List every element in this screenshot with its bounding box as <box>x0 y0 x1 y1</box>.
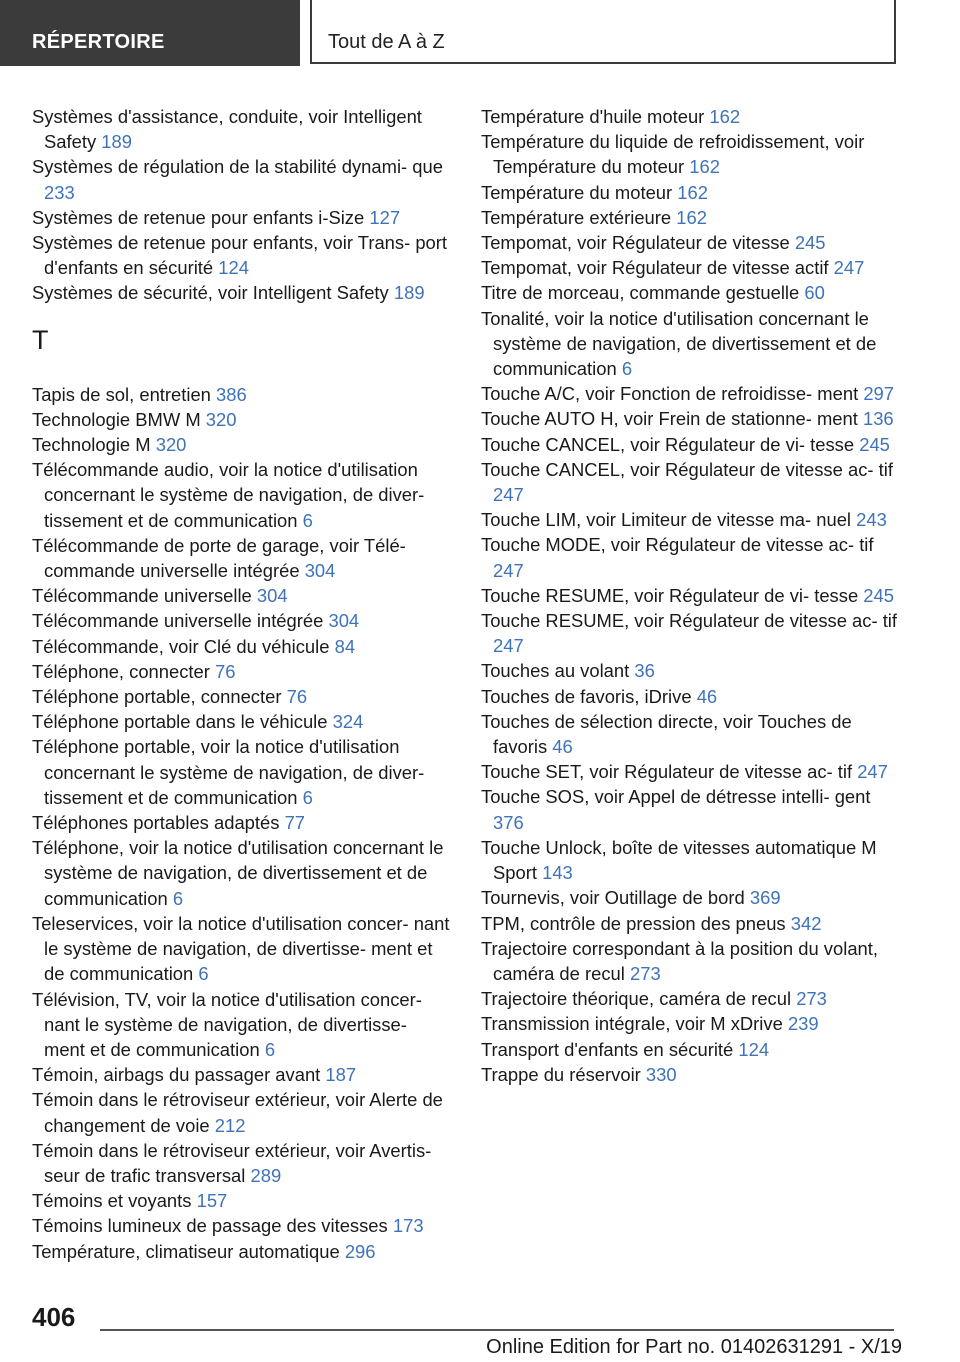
chapter-title: Tout de A à Z <box>310 0 896 64</box>
entry-text: Transport d'enfants en sécurité <box>481 1038 734 1060</box>
entry-text: Trajectoire correspondant à la position du volant, caméra de recul <box>481 937 878 984</box>
page-header <box>0 0 960 66</box>
page-link[interactable]: 212 <box>214 1114 246 1136</box>
page-link[interactable]: 273 <box>796 988 827 1010</box>
index-entry <box>481 835 901 885</box>
index-entry <box>32 382 452 407</box>
index-entry <box>32 810 452 835</box>
index-entry <box>481 583 901 608</box>
page-link[interactable]: 376 <box>493 811 524 833</box>
entry-text: Témoins lumineux de passage des vitesses <box>32 1215 388 1237</box>
page-link[interactable]: 304 <box>304 560 336 582</box>
page-link[interactable]: 77 <box>284 812 306 834</box>
page-link[interactable]: 297 <box>863 383 894 405</box>
section-letter: T <box>32 324 49 355</box>
index-entry <box>32 583 452 608</box>
entry-text: Température du liquide de refroidissement, voir Température du moteur <box>481 131 865 178</box>
index-entry <box>481 406 901 431</box>
page-link[interactable]: 162 <box>677 181 708 203</box>
page-link[interactable]: 187 <box>325 1064 357 1086</box>
index-entry <box>481 911 901 936</box>
page-link[interactable]: 162 <box>676 206 707 228</box>
page-link[interactable]: 76 <box>215 660 236 682</box>
page-link[interactable]: 320 <box>205 408 237 430</box>
page-link[interactable]: 6 <box>302 509 313 531</box>
entry-text: Témoins et voyants <box>32 1190 192 1212</box>
entry-text: Touche CANCEL, voir Régulateur de vitesse ac- tif <box>481 458 893 480</box>
entry-text: Télévision, TV, voir la notice d'utilisation concer- nant le système de navigation, de divertisse- ment et de communication <box>32 988 422 1060</box>
page-link[interactable]: 46 <box>696 685 718 707</box>
index-entry <box>481 507 901 532</box>
entry-text: Témoin dans le rétroviseur extérieur, voir Avertis- seur de trafic transversal <box>32 1139 432 1186</box>
page-link[interactable]: 6 <box>172 887 184 909</box>
entry-text: Touches au volant <box>481 660 630 682</box>
index-entry <box>32 987 452 1063</box>
index-entry <box>481 1037 901 1062</box>
index-entry <box>481 306 901 382</box>
page-link[interactable]: 60 <box>804 282 825 304</box>
page-link[interactable]: 247 <box>833 257 865 279</box>
page-number: 406 <box>32 1302 76 1332</box>
index-entry <box>481 104 901 129</box>
index-entry <box>481 759 901 784</box>
page-link[interactable]: 320 <box>155 434 187 456</box>
entry-text: Systèmes de sécurité, voir Intelligent Safety <box>32 282 389 304</box>
index-entry <box>481 658 901 683</box>
page-link[interactable]: 243 <box>856 509 887 531</box>
page-link[interactable]: 189 <box>101 131 132 153</box>
index-entry <box>481 432 901 457</box>
entry-text: Titre de morceau, commande gestuelle <box>481 282 800 304</box>
entry-text: Tapis de sol, entretien <box>32 383 211 405</box>
entry-text: Tempomat, voir Régulateur de vitesse actif <box>481 257 829 279</box>
index-entry <box>32 154 452 204</box>
page-link[interactable]: 386 <box>216 383 247 405</box>
page-link[interactable]: 84 <box>334 635 356 657</box>
entry-text: Touche MODE, voir Régulateur de vitesse ac- tif <box>481 534 874 556</box>
index-entry <box>481 230 901 255</box>
section-tab: RÉPERTOIRE <box>0 0 300 66</box>
index-entry <box>32 280 452 305</box>
page-link[interactable]: 304 <box>256 585 288 607</box>
index-entry <box>481 255 901 280</box>
page-link[interactable]: 245 <box>859 433 890 455</box>
index-entry <box>481 936 901 986</box>
entry-text: Tournevis, voir Outillage de bord <box>481 887 745 909</box>
index-entry <box>32 1239 452 1264</box>
page-link[interactable]: 136 <box>862 408 894 430</box>
page-link[interactable]: 157 <box>196 1190 228 1212</box>
entry-text: Température du moteur <box>481 181 673 203</box>
entry-text: Touche SOS, voir Appel de détresse intelli- gent <box>481 786 871 808</box>
entry-text: Témoin, airbags du passager avant <box>32 1064 321 1086</box>
entries-t <box>32 382 452 1264</box>
page-link[interactable]: 6 <box>621 358 633 380</box>
index-entry <box>32 1062 452 1087</box>
page-link[interactable]: 342 <box>790 912 822 934</box>
page-link[interactable]: 36 <box>634 660 655 682</box>
entry-text: Touche LIM, voir Limiteur de vitesse ma- nuel <box>481 509 852 531</box>
entry-text: Température extérieure <box>481 206 672 228</box>
page-link[interactable]: 330 <box>645 1063 677 1085</box>
index-entry <box>32 407 452 432</box>
index-entry <box>32 709 452 734</box>
index-entry <box>481 129 901 179</box>
page-link[interactable]: 324 <box>332 711 364 733</box>
entry-text: Téléphone portable, connecter <box>32 686 282 708</box>
index-entry <box>481 532 901 582</box>
index-entry <box>32 230 452 280</box>
index-entry <box>32 1087 452 1137</box>
index-entry <box>32 432 452 457</box>
entry-text: Technologie BMW M <box>32 408 201 430</box>
index-entry <box>481 280 901 305</box>
index-entry <box>32 1138 452 1188</box>
page-link[interactable]: 6 <box>264 1038 276 1060</box>
page-link[interactable]: 162 <box>709 106 741 127</box>
index-entry <box>481 885 901 910</box>
entry-text: Téléphones portables adaptés <box>32 812 280 834</box>
page-link[interactable]: 6 <box>302 786 313 808</box>
entry-text: Télécommande audio, voir la notice d'utilisation concernant le système de navigation, de diver- tissement et de communication <box>32 459 425 531</box>
page-link[interactable]: 143 <box>542 862 573 884</box>
entry-text: Tonalité, voir la notice d'utilisation concernant le système de navigation, de divertissement et de communication <box>481 307 877 380</box>
entries-t-continued <box>481 104 901 1087</box>
index-entry <box>32 634 452 659</box>
index-entry <box>481 684 901 709</box>
entry-text: Teleservices, voir la notice d'utilisation concer- nant le système de navigation, de divertisse- ment et de communication <box>32 912 450 985</box>
entry-text: Témoin dans le rétroviseur extérieur, voir Alerte de changement de voie <box>32 1089 443 1136</box>
entry-text: Télécommande universelle <box>32 585 252 607</box>
index-entry <box>481 457 901 507</box>
entry-text: Télécommande, voir Clé du véhicule <box>32 635 330 657</box>
page-link[interactable]: 247 <box>493 559 524 581</box>
index-entry <box>481 180 901 205</box>
entry-text: Touches de sélection directe, voir Touches de favoris <box>481 710 852 758</box>
entry-text: Téléphone, connecter <box>32 660 210 682</box>
entry-text: Télécommande universelle intégrée <box>32 610 324 632</box>
index-entry <box>481 986 901 1011</box>
index-entry <box>481 784 901 834</box>
index-entry <box>481 381 901 406</box>
page-link[interactable]: 245 <box>794 232 826 254</box>
page-link[interactable]: 6 <box>198 963 209 985</box>
index-entry <box>481 709 901 759</box>
page-link[interactable]: 247 <box>493 635 524 657</box>
index-entry <box>32 684 452 709</box>
entry-text: Touches de favoris, iDrive <box>481 685 692 707</box>
entry-text: Téléphone portable, voir la notice d'utilisation concernant le système de navigation, de diver- tissement et de communication <box>32 736 425 808</box>
index-entry <box>481 1011 901 1036</box>
entry-text: Systèmes de régulation de la stabilité dynami- que <box>32 156 443 178</box>
entry-text: Touche RESUME, voir Régulateur de vi- tesse <box>481 584 859 606</box>
entry-text: Touche Unlock, boîte de vitesses automatique M Sport <box>481 836 877 884</box>
page-link[interactable]: 273 <box>630 962 661 984</box>
index-entry <box>481 205 901 230</box>
entry-text: Téléphone portable dans le véhicule <box>32 711 328 733</box>
index-entry <box>32 911 452 987</box>
index-entry <box>32 1213 452 1238</box>
entry-text: Touche SET, voir Régulateur de vitesse ac- tif <box>481 761 853 783</box>
entry-text: Température d'huile moteur <box>481 106 705 127</box>
entry-text: Systèmes de retenue pour enfants i-Size <box>32 206 365 228</box>
page-link[interactable]: 173 <box>392 1215 424 1237</box>
entries-s <box>32 104 452 306</box>
page-link[interactable]: 76 <box>286 686 308 708</box>
entry-text: Technologie M <box>32 434 151 456</box>
page-link[interactable]: 296 <box>344 1240 376 1262</box>
entry-text: Tempomat, voir Régulateur de vitesse <box>481 232 790 254</box>
page-link[interactable]: 127 <box>369 206 401 228</box>
page-link[interactable]: 289 <box>250 1164 282 1186</box>
page-link[interactable]: 239 <box>787 1013 819 1035</box>
index-entry <box>32 205 452 230</box>
entry-text: TPM, contrôle de pression des pneus <box>481 912 786 934</box>
index-column-left <box>32 104 452 1264</box>
entry-text: Température, climatiseur automatique <box>32 1240 340 1262</box>
page-link[interactable]: 46 <box>552 736 573 758</box>
entry-text: Systèmes d'assistance, conduite, voir Intelligent Safety <box>32 106 422 153</box>
page-link[interactable]: 247 <box>857 761 888 783</box>
entry-text: Systèmes de retenue pour enfants, voir Trans- port d'enfants en sécurité <box>32 232 448 279</box>
page-link[interactable]: 247 <box>493 484 524 506</box>
entry-text: Touche A/C, voir Fonction de refroidisse- ment <box>481 383 859 405</box>
index-entry <box>32 104 452 154</box>
index-entry <box>481 608 901 658</box>
page-link[interactable]: 304 <box>328 610 360 632</box>
footer-divider <box>100 1329 894 1331</box>
entry-text: Trappe du réservoir <box>481 1063 641 1085</box>
index-entry <box>32 835 452 911</box>
index-entry <box>32 1188 452 1213</box>
edition-note: Online Edition for Part no. 01402631291 - X/19 <box>486 1336 902 1358</box>
index-entry <box>32 734 452 810</box>
entry-text: Trajectoire théorique, caméra de recul <box>481 988 792 1010</box>
page-link[interactable]: 124 <box>218 257 249 279</box>
index-entry <box>32 533 452 583</box>
index-entry <box>32 457 452 533</box>
page-link[interactable]: 369 <box>749 887 781 909</box>
page-link[interactable]: 162 <box>689 156 720 178</box>
index-entry <box>481 1062 901 1087</box>
entry-text: Transmission intégrale, voir M xDrive <box>481 1013 783 1035</box>
index-entry <box>32 608 452 633</box>
index-column-right <box>481 104 901 1087</box>
page-link[interactable]: 189 <box>393 282 425 304</box>
page-link[interactable]: 245 <box>863 584 894 606</box>
page-link[interactable]: 124 <box>738 1038 770 1060</box>
entry-text: Téléphone, voir la notice d'utilisation concernant le système de navigation, de divertissement et de communication <box>32 837 444 909</box>
entry-text: Touche CANCEL, voir Régulateur de vi- tesse <box>481 433 855 455</box>
index-entry <box>32 659 452 684</box>
entry-text: Touche AUTO H, voir Frein de stationne- ment <box>481 408 858 430</box>
page-link[interactable]: 233 <box>44 181 75 203</box>
entry-text: Télécommande de porte de garage, voir Télé- commande universelle intégrée <box>32 534 406 582</box>
entry-text: Touche RESUME, voir Régulateur de vitesse ac- tif <box>481 610 898 632</box>
